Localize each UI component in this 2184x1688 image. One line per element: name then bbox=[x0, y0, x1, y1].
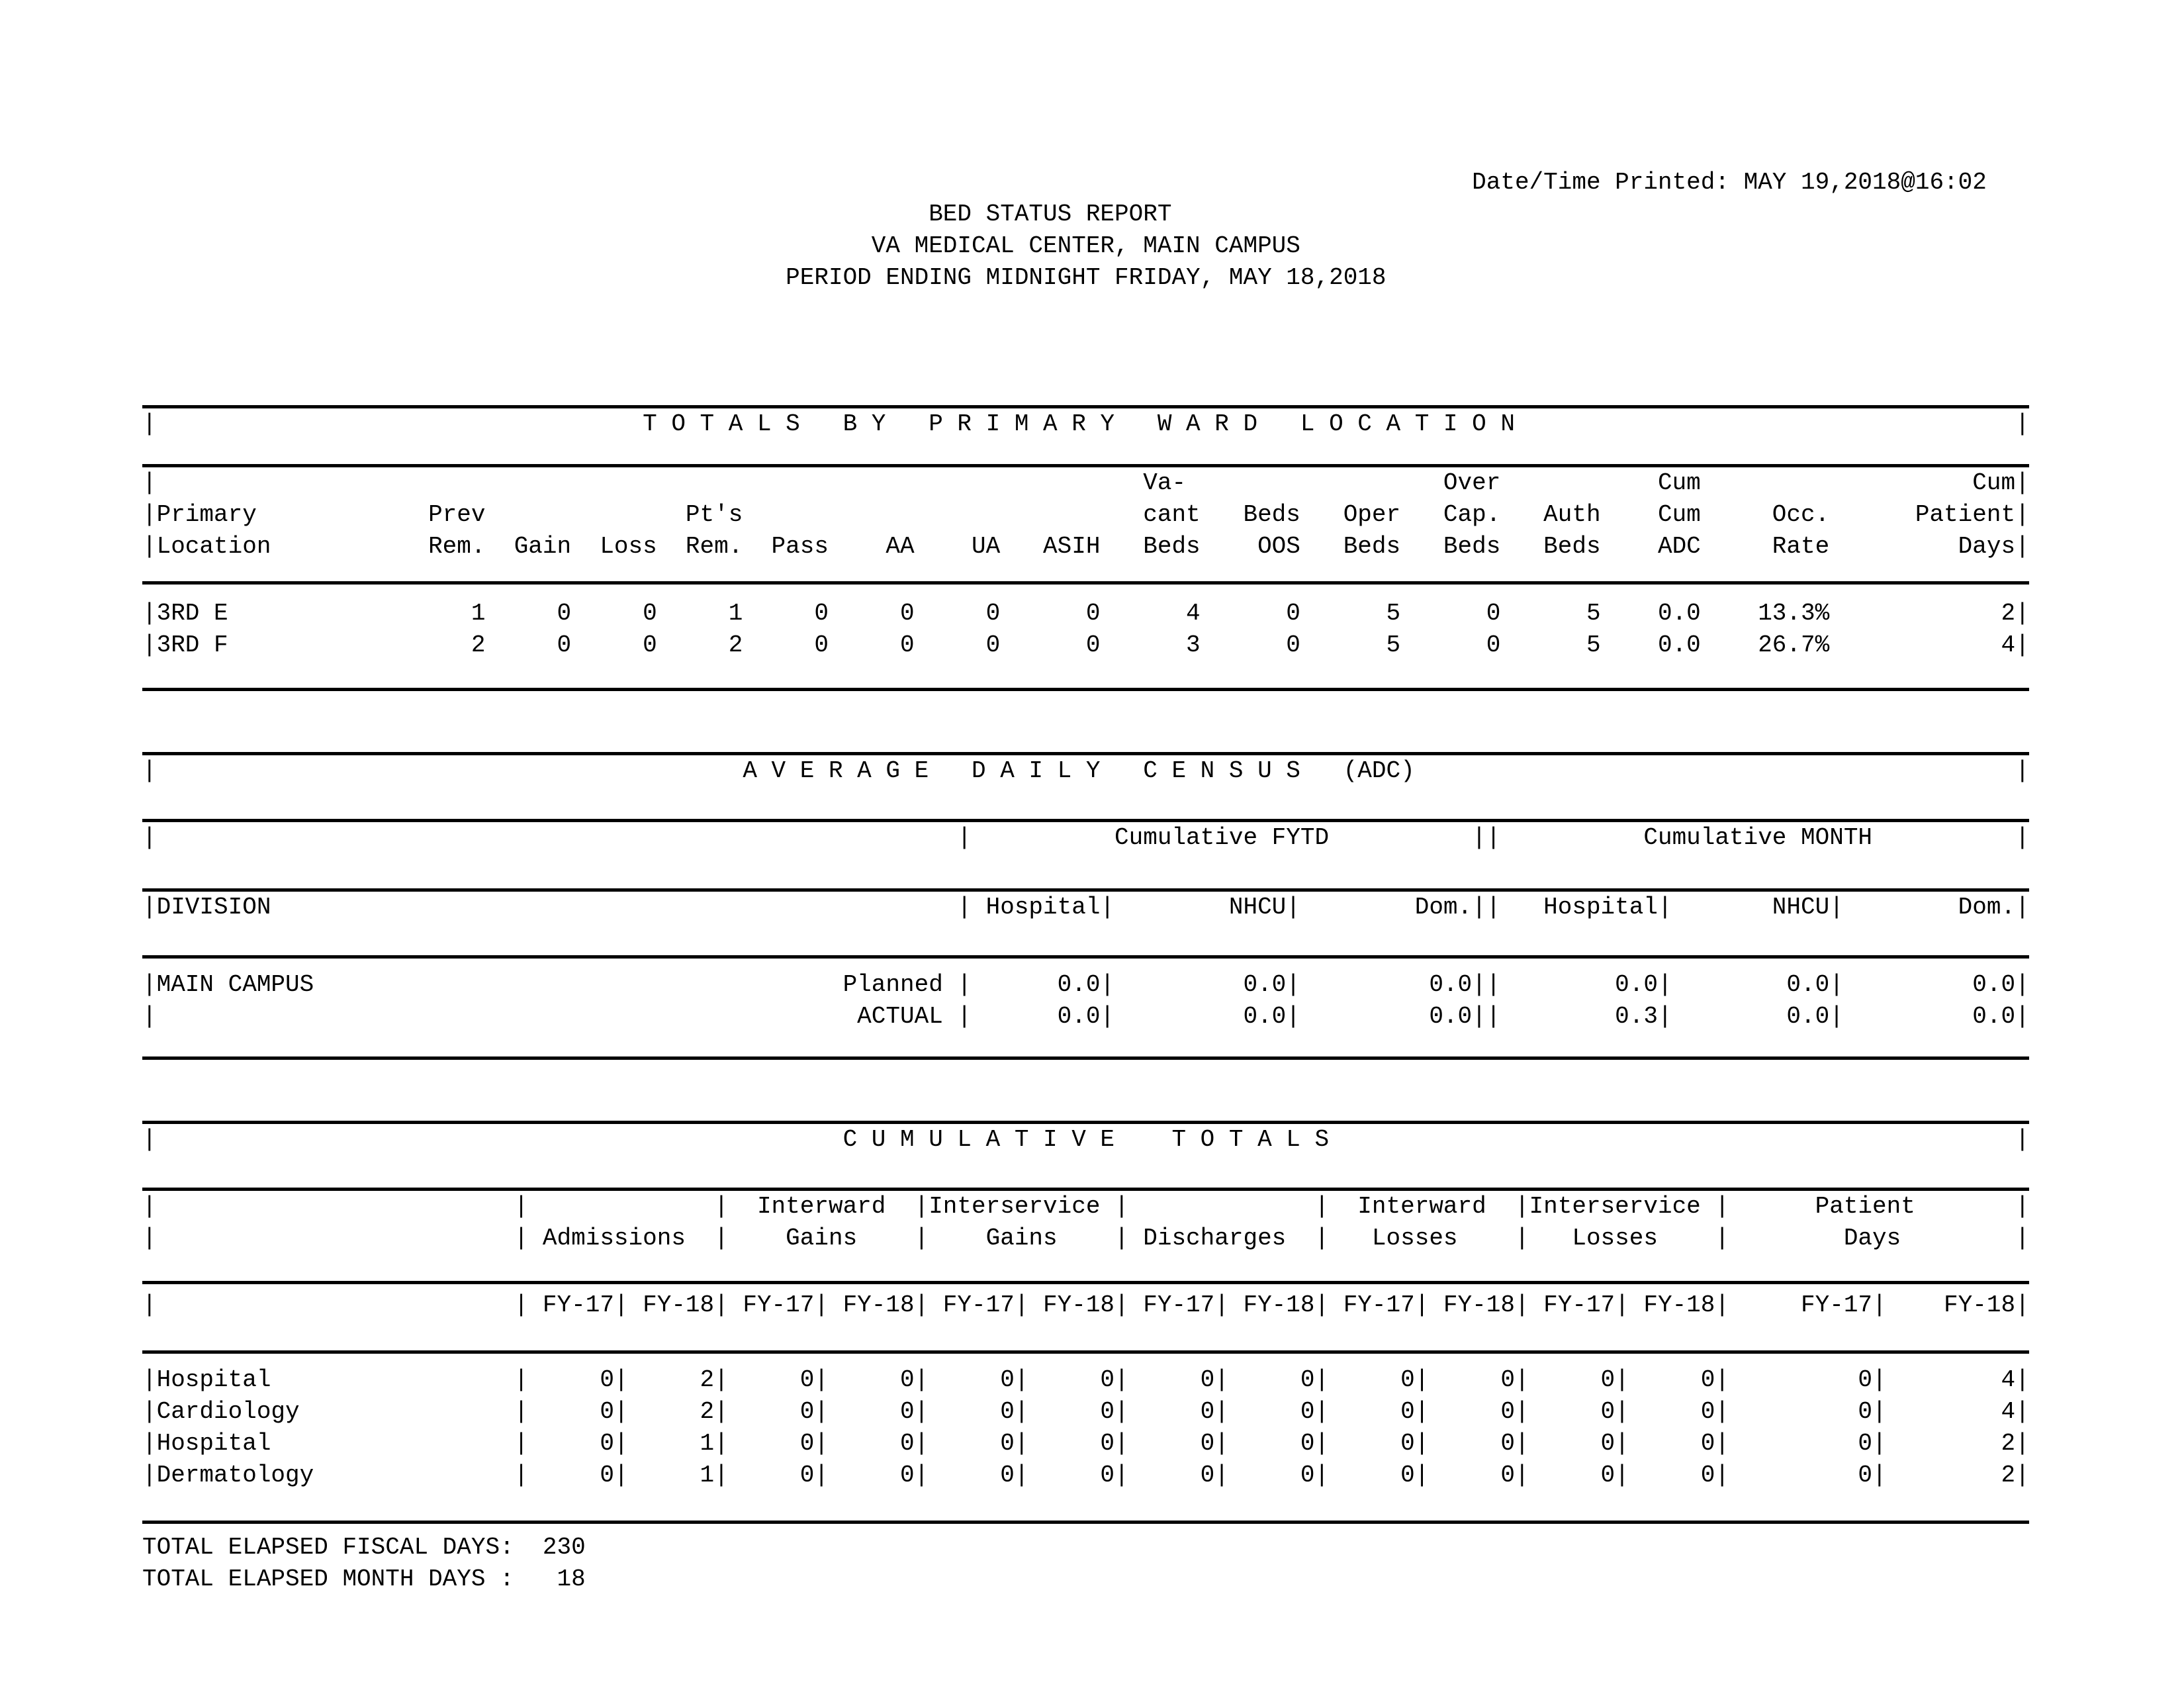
ward-totals-title: | T O T A L S B Y P R I M A R Y W A R D L O C A T I O N | bbox=[142, 410, 2030, 438]
adc-division-header-row: |DIVISION | Hospital| NHCU| Dom.|| Hospital| NHCU| Dom.| bbox=[142, 894, 2030, 921]
report-period: PERIOD ENDING MIDNIGHT FRIDAY, MAY 18,2018 bbox=[142, 264, 2030, 291]
horizontal-rule bbox=[142, 1281, 2029, 1284]
ward-totals-table bbox=[142, 405, 2184, 691]
report-footer bbox=[142, 1532, 2184, 1595]
adc-actual-row: | ACTUAL | 0.0| 0.0| 0.0|| 0.3| 0.0| 0.0| bbox=[142, 1003, 2030, 1030]
ward-header-row-2: |Primary Prev Pt's cant Beds Oper Cap. Auth Cum Occ. Patient| bbox=[142, 501, 2030, 528]
adc-census-table bbox=[142, 752, 2184, 1060]
cumulative-row-hospital-1: |Hospital | 0| 2| 0| 0| 0| 0| 0| 0| 0| 0| 0| 0| 0| 4| bbox=[142, 1366, 2030, 1393]
horizontal-rule bbox=[142, 688, 2029, 691]
ward-header-row-3: |Location Rem. Gain Loss Rem. Pass AA UA ASIH Beds OOS Beds Beds Beds ADC Rate Days| bbox=[142, 533, 2030, 560]
printed-datetime: Date/Time Printed: MAY 19,2018@16:02 bbox=[142, 169, 2030, 196]
horizontal-rule bbox=[142, 1350, 2029, 1354]
horizontal-rule bbox=[142, 1521, 2029, 1524]
cumulative-title: | C U M U L A T I V E T O T A L S | bbox=[142, 1126, 2030, 1153]
adc-title: | A V E R A G E D A I L Y C E N S U S (ADC) | bbox=[142, 757, 2030, 784]
cumulative-fy-header-row: | | FY-17| FY-18| FY-17| FY-18| FY-17| FY-18| FY-17| FY-18| FY-17| FY-18| FY-17| FY-18| FY-17| FY-18| bbox=[142, 1291, 2030, 1319]
cumulative-totals-table bbox=[142, 1121, 2184, 1524]
cumulative-row-dermatology: |Dermatology | 0| 1| 0| 0| 0| 0| 0| 0| 0| 0| 0| 0| 0| 2| bbox=[142, 1462, 2030, 1489]
ward-row-3rd-f: |3RD F 2 0 0 2 0 0 0 0 3 0 5 0 5 0.0 26.7% 4| bbox=[142, 632, 2030, 659]
footer-fiscal-days: TOTAL ELAPSED FISCAL DAYS: 230 bbox=[142, 1534, 2030, 1561]
cumulative-row-hospital-2: |Hospital | 0| 1| 0| 0| 0| 0| 0| 0| 0| 0| 0| 0| 0| 2| bbox=[142, 1430, 2030, 1457]
cumulative-group-row-1: | | | Interward |Interservice | | Interward |Interservice | Patient | bbox=[142, 1193, 2030, 1220]
ward-header-row-1: | Va- Over Cum Cum| bbox=[142, 469, 2030, 496]
horizontal-rule bbox=[142, 1056, 2029, 1060]
cumulative-group-row-2: | | Admissions | Gains | Gains | Discharges | Losses | Losses | Days | bbox=[142, 1225, 2030, 1252]
report-title: BED STATUS REPORT bbox=[142, 201, 2030, 228]
adc-group-header-row: | | Cumulative FYTD || Cumulative MONTH | bbox=[142, 824, 2030, 851]
footer-month-days: TOTAL ELAPSED MONTH DAYS : 18 bbox=[142, 1566, 2030, 1593]
adc-planned-row: |MAIN CAMPUS Planned | 0.0| 0.0| 0.0|| 0.0| 0.0| 0.0| bbox=[142, 971, 2030, 998]
cumulative-row-cardiology: |Cardiology | 0| 2| 0| 0| 0| 0| 0| 0| 0| 0| 0| 0| 0| 4| bbox=[142, 1398, 2030, 1425]
report-facility: VA MEDICAL CENTER, MAIN CAMPUS bbox=[142, 232, 2030, 259]
ward-row-3rd-e: |3RD E 1 0 0 1 0 0 0 0 4 0 5 0 5 0.0 13.3% 2| bbox=[142, 600, 2030, 627]
horizontal-rule bbox=[142, 955, 2029, 959]
horizontal-rule bbox=[142, 581, 2029, 585]
